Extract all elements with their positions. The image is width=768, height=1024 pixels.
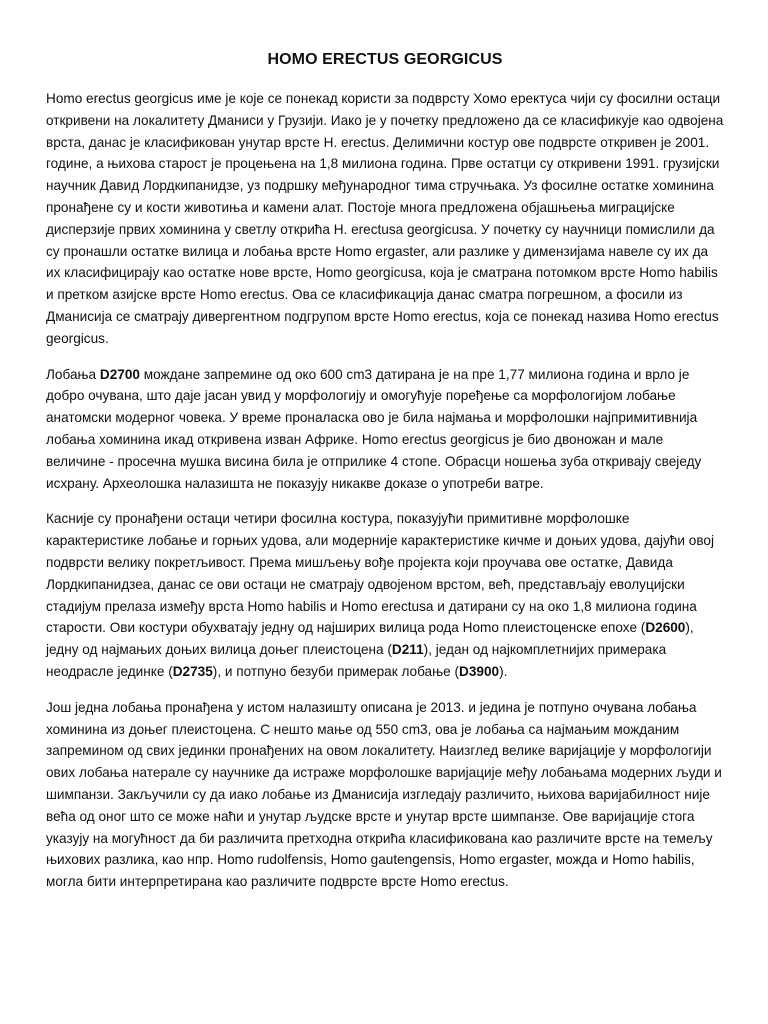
text-run: ), једну од најмањих доњих вилица доњег плеистоцена ( <box>46 620 694 658</box>
text-run: Homo erectus georgicus име је које се понекад користи за подврсту Хомо еректуса чији су фосилни остаци откривени на локалитету Дманиси у Грузији. Иако је у почетку предложено да се класификује као одвојена врста, данас је класификован унутар врсте H. erectus. Делимични костур ове подврсте откривен је 2001. године, а њихова старост је процењена на 1,8 милиона година. Прве остатци су откривени 1991. грузијски научник Давид Лордкипанидзе, уз подршку међународног тима стручњака. Уз фосилне остатке хоминина пронађене су и кости животиња и камени алат. Постоје многа предложена објашњења миграцијске дисперзије првих хоминина у светлу открића H. erectusa georgicusa. У почетку су научници помислили да су пронашли остатке вилица и лобања врсте Homo ergaster, али разлике у димензијама навеле су их да их класифицирају као остатке нове врсте, Homo georgicusa, која је сматрана потомком врсте Homo habilis и претком азијске врсте Homo erectus. Ова се класификација данас сматра погрешном, а фосили из Дманисија се сматрају дивергентном подгрупом врсте Homo erectus, која се понекад назива Homo erectus georgicus. <box>46 91 724 346</box>
paragraph <box>46 697 724 893</box>
document-body <box>46 88 724 893</box>
document-title: HOMO ERECTUS GEORGICUS <box>267 51 503 68</box>
text-run: ). <box>499 663 508 679</box>
specimen-id: D2700 <box>99 366 140 382</box>
specimen-id: D2600 <box>645 620 686 636</box>
specimen-id: D211 <box>391 642 424 658</box>
text-run: ), један од најкомплетнијих примерака неодрасле јединке ( <box>46 642 667 679</box>
text-run: Лобања <box>46 366 100 382</box>
text-run: Још једна лобања пронађена у истом налазишту описана је 2013. и једина је потпуно очувана лобања хоминина из доњег плеистоцена. С нешто мање од 550 cm3, ова је лобања са најмањим можданим запремином од свих јединки пронађених на овом локалитету. Наизглед велике варијације у морфологији ових лобања натерале су научнике да истраже морфолошке варијације међу лобањама модерних људи и шимпанзи. Закључили су да иако лобање из Дманисија изгледају различито, њихова варијабилност није већа од оног што се може наћи и унутар људске врсте и унутар врсте шимпанзе. Ове варијације стога указују на могућност да би различита претходна открића класификована као различите врсте на темељу њихових разлика, као нпр. Homo rudolfensis, Homo gautengensis, Homo ergaster, можда и Homo habilis, могла бити интерпретирана као различите подврсте врсте Homo erectus. <box>46 699 722 890</box>
paragraph <box>46 508 724 682</box>
paragraph <box>46 364 724 495</box>
specimen-id: D2735 <box>172 663 213 679</box>
paragraph <box>46 88 724 350</box>
text-run: мождане запремине од око 600 cm3 датирана је на пре 1,77 милиона година и врло је добро очувана, што даје јасан увид у морфологију и омогућује поређење са морфологијом лобање анатомски модерног човека. У време проналаска ово је била најмања и морфолошки најпримитивнија лобања хоминина икад откривена изван Африке. Homo erectus georgicus је био двоножан и мале величине - просечна мушка висина била је отприлике 4 стопе. Обрасци ношења зуба откривају свеједу исхрану. Археолошка налазишта не показују никакве доказе о употреби ватре. <box>46 366 702 491</box>
text-run: ), и потпуно безуби примерак лобање ( <box>212 663 460 679</box>
specimen-id: D3900 <box>459 663 500 679</box>
text-run: Касније су пронађени остаци четири фосилна костура, показујући примитивне морфолошке карактеристике лобање и горњих удова, али модерније карактеристике кичме и доњих удова, дајући овој подврсти велику покретљивост. Према мишљењу вође пројекта који проучава ове остатке, Давида Лордкипанидзеа, данас се ови остаци не сматрају одвојеном врстом, већ, представљају еволуцијски стадијум прелаза између врста Homo habilis и Homo erectusa и датирани су на око 1,8 милиона година старости. Ови костури обухватају једну од најширих вилица рода Homo плеистоценске епохе ( <box>46 511 715 636</box>
